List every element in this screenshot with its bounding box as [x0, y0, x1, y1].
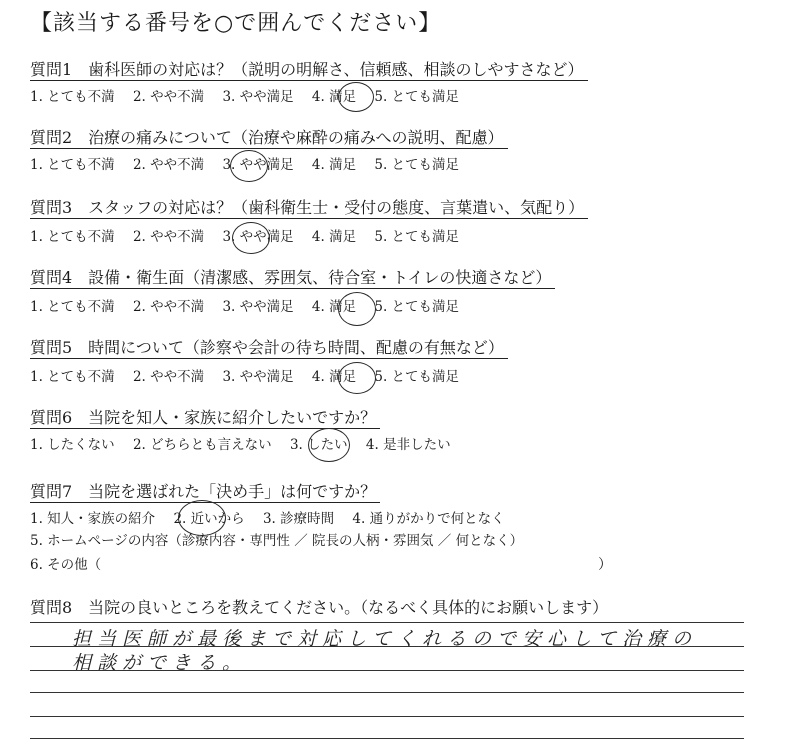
q7-option-5[interactable]: 5. ホームページの内容（診療内容・専門性 ／ 院長の人柄・雰囲気 ／ 何となく）	[30, 533, 524, 549]
q6-option-2[interactable]: 2. どちらとも言えない	[132, 437, 272, 453]
q3-option-1[interactable]: 1. とても不満	[30, 229, 115, 245]
q5-option-4[interactable]: 4. 満足	[311, 369, 357, 385]
question-6-options	[30, 436, 465, 454]
handwritten-answer-line-1: 担当医師が最後まで対応してくれるので安心して治療の	[72, 628, 698, 650]
question-8-label: 質問8 当院の良いところを教えてください。（なるべく具体的にお願いします）	[30, 598, 609, 617]
q7-option-1[interactable]: 1. 知人・家族の紹介	[30, 511, 156, 527]
answer-line-4	[30, 692, 744, 693]
q4-option-2[interactable]: 2. やや不満	[132, 299, 205, 315]
question-2-options	[30, 156, 473, 174]
answer-line-5	[30, 716, 744, 717]
q3-option-3[interactable]: 3. やや満足	[222, 229, 294, 245]
q4-option-1[interactable]: 1. とても不満	[30, 299, 115, 315]
q6-option-3[interactable]: 3. したい	[289, 437, 348, 453]
question-1-label: 質問1 歯科医師の対応は？（説明の明解さ、信頼感、相談のしやすさなど）	[30, 60, 588, 81]
q1-option-3[interactable]: 3. やや満足	[222, 89, 294, 105]
form-header: 【該当する番号を○で囲んでください】	[30, 11, 442, 36]
q1-option-4[interactable]: 4. 満足	[311, 89, 357, 105]
question-1-options	[30, 88, 473, 106]
q2-option-3[interactable]: 3. やや満足	[222, 157, 294, 173]
q1-option-1[interactable]: 1. とても不満	[30, 89, 115, 105]
q3-option-4[interactable]: 4. 満足	[311, 229, 357, 245]
answer-line-6	[30, 738, 744, 739]
q7-option-6[interactable]: 6. その他（	[30, 557, 102, 573]
q5-option-5[interactable]: 5. とても満足	[374, 369, 460, 385]
question-3-options	[30, 228, 473, 246]
q5-option-1[interactable]: 1. とても不満	[30, 369, 115, 385]
q6-option-4[interactable]: 4. 是非したい	[365, 437, 451, 453]
q7-option-2[interactable]: 2. 近いから	[173, 511, 245, 527]
question-4-options	[30, 298, 473, 316]
question-6-label: 質問6 当院を知人・家族に紹介したいですか？	[30, 408, 380, 429]
question-5-options	[30, 368, 473, 386]
q1-option-5[interactable]: 5. とても満足	[374, 89, 460, 105]
q2-option-1[interactable]: 1. とても不満	[30, 157, 115, 173]
question-3-label: 質問3 スタッフの対応は？（歯科衛生士・受付の態度、言葉遣い、気配り）	[30, 198, 588, 219]
q3-option-2[interactable]: 2. やや不満	[132, 229, 205, 245]
question-7-options-row1	[30, 510, 519, 528]
question-7-label: 質問7 当院を選ばれた「決め手」は何ですか？	[30, 482, 380, 503]
question-4-label: 質問4 設備・衛生面（清潔感、雰囲気、待合室・トイレの快適さなど）	[30, 268, 555, 289]
q3-option-5[interactable]: 5. とても満足	[374, 229, 460, 245]
question-2-label: 質問2 治療の痛みについて（治療や麻酔の痛みへの説明、配慮）	[30, 128, 508, 149]
q2-option-4[interactable]: 4. 満足	[311, 157, 357, 173]
q5-option-2[interactable]: 2. やや不満	[132, 369, 205, 385]
q7-option-4[interactable]: 4. 通りがかりで何となく	[352, 511, 505, 527]
q5-option-3[interactable]: 3. やや満足	[222, 369, 294, 385]
answer-line-1	[30, 622, 744, 623]
q1-option-2[interactable]: 2. やや不満	[132, 89, 205, 105]
q2-option-2[interactable]: 2. やや不満	[132, 157, 205, 173]
answer-line-2	[30, 646, 744, 647]
question-5-label: 質問5 時間について（診察や会計の待ち時間、配慮の有無など）	[30, 338, 508, 359]
handwritten-answer-line-2: 相談ができる。	[72, 652, 248, 674]
q4-option-3[interactable]: 3. やや満足	[222, 299, 294, 315]
answer-line-3	[30, 670, 744, 671]
q4-option-4[interactable]: 4. 満足	[311, 299, 357, 315]
q4-option-5[interactable]: 5. とても満足	[374, 299, 460, 315]
q2-option-5[interactable]: 5. とても満足	[374, 157, 460, 173]
q7-option-6-close: ）	[598, 557, 612, 573]
q7-option-3[interactable]: 3. 診療時間	[262, 511, 335, 527]
q6-option-1[interactable]: 1. したくない	[30, 437, 115, 453]
